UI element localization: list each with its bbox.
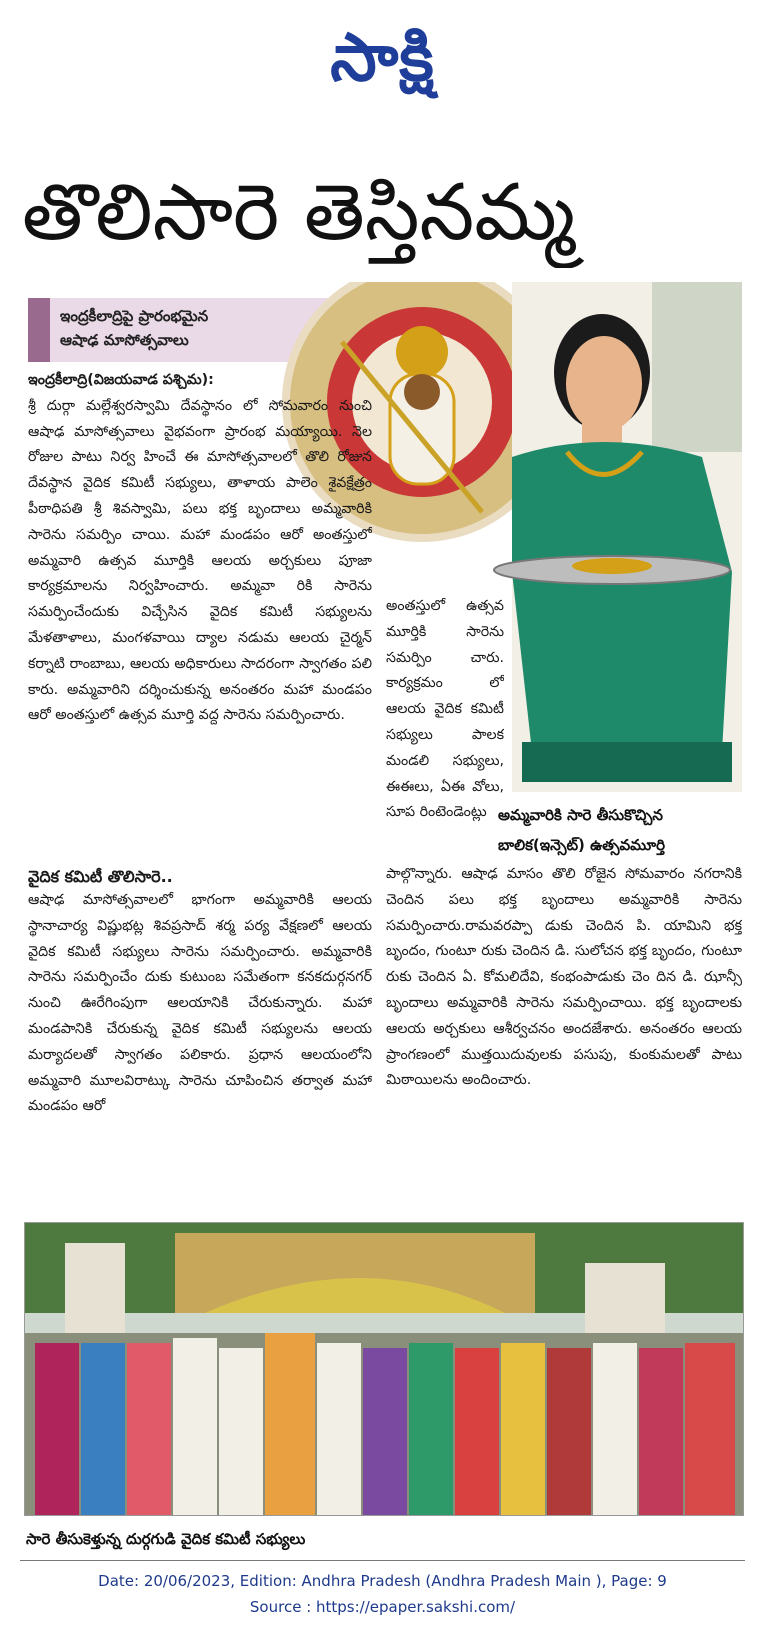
article-paragraph-2: ఆషాఢ మాసోత్సవాలలో భాగంగా అమ్మవారికి ఆలయ స్థానాచార్య విష్ణుభట్ల శివప్రసాద్ శర్మ పర్య వేక్షణలో ఆలయ వైదిక కమిటీ సభ్యులు సారెను సమర్పించారు. అమ్మవారికి సారెను సమర్పించేం దుకు కుటుంబ సమేతంగా కనకదుర్గనగర్ నుంచి ఊరేగింపుగా ఆలయానికి చేరుకున్నారు. మహా మండపానికి చేరుకున్న వైదిక కమిటీ సభ్యులను ఆలయ మర్యాదలతో స్వాగతం పలికారు. ప్రధాన ఆలయంలోని అమ్మవారి మూలవిరాట్కు సారెను చూపించిన తర్వాత మహా మండపం ఆరో	[28, 892, 372, 1115]
photo-caption-line-1: అమ్మవారికి సారె తీసుకొచ్చిన	[498, 806, 663, 824]
group-photo-caption: సారె తీసుకెళ్తున్న దుర్గగుడి వైదిక కమిటీ సభ్యులు	[26, 1530, 306, 1548]
article-subhead: వైదిక కమిటీ తొలిసారె..	[28, 867, 173, 886]
kicker-line-1: ఇంద్రకీలాద్రిపై ప్రారంభమైన	[60, 307, 209, 325]
kicker-line-2: ఆషాఢ మాసోత్సవాలు	[60, 331, 189, 349]
article-paragraph-narrow: అంతస్తులో ఉత్సవ మూర్తికి సారెను సమర్పిం చారు. కార్యక్రమం లో ఆలయ వైదిక కమిటీ సభ్యులు పాలక మండలి సభ్యులు, ఈఈలు, ఏఈ వోలు, సూప రింటెండెంట్లు	[386, 598, 504, 821]
article-paragraph-3: పాల్గొన్నారు. ఆషాఢ మాసం తొలి రోజైన సోమవారం నగరానికి చెందిన పలు భక్త బృందాలు అమ్మవారికి సారెను సమర్పించారు.రామవరప్పా డుకు చెందిన పి. యామిని భక్త బృందం, గుంటూ రుకు చెందిన డి. సులోచన భక్త బృందం, గుంటూ రుకు చెందిన ఏ. కోమలిదేవి, కంభంపాడుకు చెం దిన డి. ఝాన్సీ బృందాలు అమ్మవారికి సారెను సమర్పించాయి. భక్త బృందాలకు ఆలయ అర్చకులు ఆశీర్వచనం అందజేశారు. అనంతరం ఆలయ ప్రాంగణంలో ముత్తయిదువులకు పసుపు, కుంకుమలతో పాటు మిఠాయిలను అందించారు.	[386, 866, 742, 1089]
article-dateline: ఇంద్రకీలాద్రి(విజయవాడ పశ్చిమ):	[28, 372, 214, 388]
footer-edition-info: Date: 20/06/2023, Edition: Andhra Pradesh (Andhra Pradesh Main ), Page: 9	[98, 1572, 667, 1590]
temple-group-illustration	[25, 1223, 743, 1515]
article-paragraph-1: శ్రీ దుర్గా మల్లేశ్వరస్వామి దేవస్థానం లో సోమవారం నుంచి ఆషాఢ మాసోత్సవాలు వైభవంగా ప్రారంభ మయ్యాయి. నెల రోజుల పాటు నిర్వ హించే ఈ మాసోత్సవాలలో తొలి రోజున దేవస్థాన వైదిక కమిటీ సభ్యులు, తాళాయ పాలెం శైవక్షేత్రం పీఠాధిపతి శ్రీ శివస్వామి, పలు భక్త బృందాలు అమ్మవారికి సారెను సమర్పిం చాయి. మహా మండపం ఆరో అంతస్తులో అమ్మవారి ఉత్సవ మూర్తికి ఆలయ అర్చకులు పూజా కార్యక్రమాలను నిర్వహించారు. అమ్మవా రికి సారెను సమర్పించేందుకు విచ్చేసిన వైదిక కమిటీ సభ్యులను మేళతాళాలు, మంగళవాయి ద్యాల నడుమ ఆలయ చైర్మన్ కర్నాటి రాంబాబు, ఆలయ అధికారులు సాదరంగా స్వాగతం పలి కారు. అమ్మవారిని దర్శించుకున్న అనంతరం మహా మండపం ఆరో అంతస్తులో ఉత్సవ మూర్తి వద్ద సారెను సమర్పించారు.	[28, 397, 372, 724]
article-headline: తొలిసారె తెస్తినమ్మ	[22, 168, 576, 258]
masthead-logo[interactable]: సాక్షి	[330, 19, 435, 96]
article-column-1-lower	[28, 888, 372, 1148]
photo-caption	[498, 800, 738, 860]
article-column-1	[28, 368, 372, 860]
article-column-2	[386, 862, 742, 1152]
photo-caption-line-2: బాలిక(ఇన్సెట్) ఉత్సవమూర్తి	[498, 836, 665, 854]
group-photo	[24, 1222, 744, 1516]
footer-divider	[20, 1560, 745, 1561]
footer-source-link[interactable]: Source : https://epaper.sakshi.com/	[249, 1598, 516, 1616]
article-column-2-narrow	[386, 594, 504, 858]
